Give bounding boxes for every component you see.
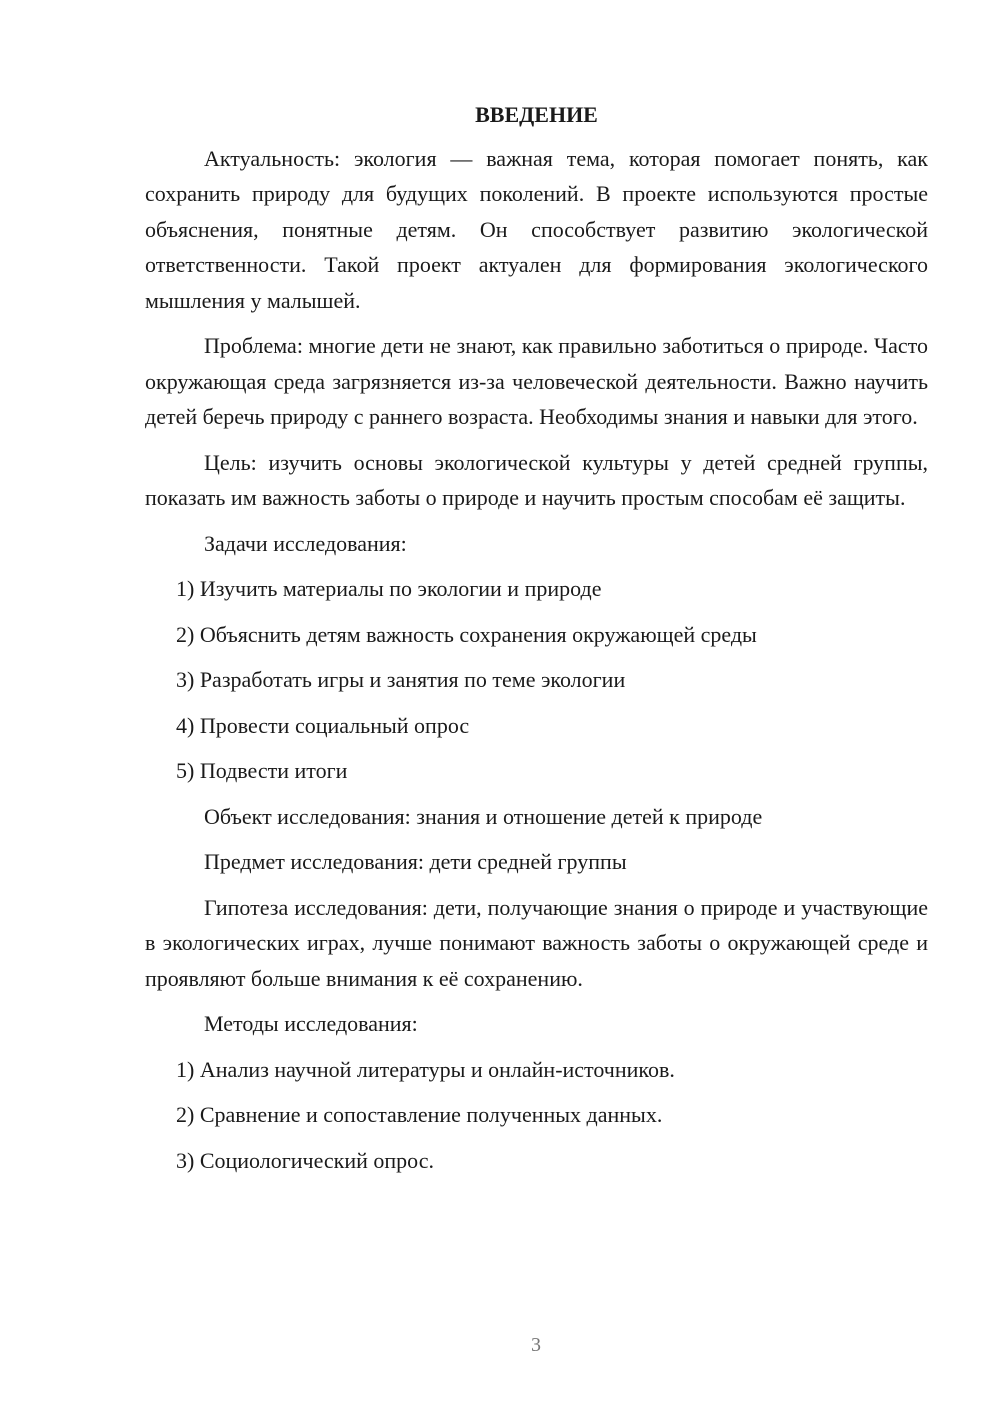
method-item: 3) Социологический опрос.	[176, 1147, 434, 1173]
task-item: 2) Объяснить детям важность сохранения окружающей среды	[176, 621, 757, 647]
tasks-list	[145, 571, 928, 789]
research-subject: Предмет исследования: дети средней группы	[204, 849, 627, 874]
task-item: 1) Изучить материалы по экологии и природе	[176, 576, 602, 601]
section-title: ВВЕДЕНИЕ	[475, 102, 598, 127]
tasks-heading: Задачи исследования:	[204, 530, 407, 556]
method-item: 1) Анализ научной литературы и онлайн-источников.	[176, 1056, 675, 1082]
methods-heading: Методы исследования:	[204, 1011, 418, 1036]
methods-list	[145, 1052, 928, 1179]
page-number: 3	[531, 1334, 541, 1356]
research-object: Объект исследования: знания и отношение детей к природе	[204, 803, 763, 829]
task-item: 5) Подвести итоги	[176, 758, 348, 783]
method-item: 2) Сравнение и сопоставление полученных данных.	[176, 1102, 663, 1127]
problem-paragraph: Проблема: многие дети не знают, как правильно заботиться о природе. Часто окружающая среда загрязняется из-за человеческой деятельности. Важно научить детей беречь природу с раннего возраста. Необходимы знания и навыки для этого.	[145, 333, 928, 429]
task-item: 4) Провести социальный опрос	[176, 712, 470, 738]
goal-paragraph: Цель: изучить основы экологической культуры у детей средней группы, показать им важность заботы о природе и научить простым способам её защиты.	[145, 449, 928, 510]
hypothesis-paragraph: Гипотеза исследования: дети, получающие знания о природе и участвующие в экологических играх, лучше понимают важность заботы о окружающей среде и проявляют больше внимания к её сохранению.	[145, 894, 928, 991]
page-content	[145, 97, 928, 1188]
relevance-paragraph: Актуальность: экология — важная тема, которая помогает понять, как сохранить природу для будущих поколений. В проекте используются простые объяснения, понятные детям. Он способствует развитию экологической ответственности. Такой проект актуален для формирования экологического мышления у малышей.	[145, 145, 928, 313]
task-item: 3) Разработать игры и занятия по теме экологии	[176, 667, 626, 692]
